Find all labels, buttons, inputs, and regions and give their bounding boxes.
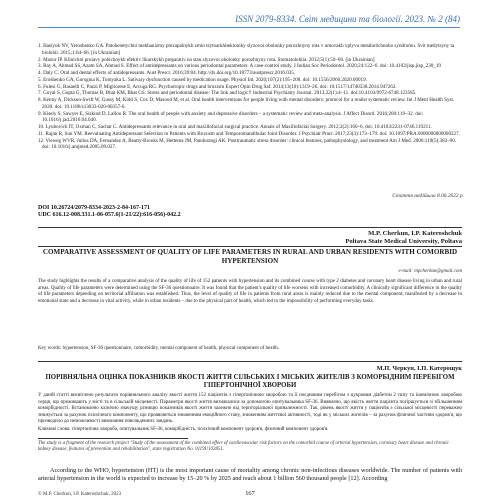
abstract-en: The study highlights the results of a comparative analysis of the quality of life of 152 patients with hypertension and its combined course with type 2 diabetes and coronary heart disease living in urban and rural areas. Quality of life parameters were determined using the SF-36 questionnaire. It was found that the patient's quality of life worsens with increased comorbidity. A clinically significant difference in the quality of life parameters depending on territorial affiliation was established. Thus, the level of quality of life in patients from rural areas is mainly reduced due to the mental component, manifested by a decrease in emotional state and a decrease in vital activity, while in urban residents – due to the physical part of health, which led to the impossibility of performing everyday tasks. bbox=[38, 279, 462, 304]
copyright-notice: © M.P. Cherkun, I.P. Kateroshchuk, 2023 bbox=[38, 492, 122, 497]
reference-item: 7. Goyal S, Gupta G, Thomas B, Bhat KM, Bhat GS. Stress and periodontal disease: The link and logic!! Industrial Psychiatry Journal. 2013;22(1):4–11. doi:10.4103/0972-6748.123585. bbox=[38, 90, 417, 97]
reference-item: 4. Daly C. Oral and dental effects of antidepressants. Aust Prescr. 2016;39:84. http://dx.doi.org/10.18773/austprescr.2016.035. bbox=[38, 70, 296, 76]
udc-line: UDC 616.12-008.331.1-06-057.6(1-21/22):616-056)-042.2 bbox=[38, 212, 181, 219]
doi-line: DOI 10.26724/2079-8334-2023-2-84-167-171 bbox=[38, 205, 150, 211]
reference-item: 10. Lyubovich IT, Oxman C, Sachar C. Antidepressants relevance in oral and maxillofacial surgical practice. Annals of Maxillofacial Surgery. 2012;2(2):160–6. doi: 10.4103/2231-0746.119211. bbox=[38, 124, 432, 130]
research-footnote: The study is a fragment of the research project "Study of the assessment of the combined effect of cardiovascular risk factors on the comorbid course of arterial hypertension, coronary heart disease and chronic kidney disease, features of prevention and rehabilitation", state registration No. 0119U102851. bbox=[38, 441, 449, 453]
reference-item: 5. Eroshenko GA, Gorsgina K, Tomyaka L. Salivary dysfunction caused by medication usage. Physiol Int. 2020;107(2):195–208. doi: 10.1556/2060.2020.00019. bbox=[38, 76, 367, 83]
contact-email: e-mail: mpcherkun@gmail.com bbox=[398, 269, 462, 274]
keywords-en: Key words: hypertension, SF-36 questionnaire, comorbidity, mental component of health, physical component of health. bbox=[38, 346, 280, 351]
footnote-rule bbox=[38, 438, 188, 439]
reference-item: 9. Kisely S, Sawyer E, Siskind D, Lalloo R. The oral health of people with anxiety and depressive disorders – a systematic review and meta-analysis. J Affect Disord. 2016;200:119–32. doi: 10.1016/j.jad.2016.04.040. bbox=[38, 110, 424, 124]
received-date: Стаття надійшла 8.06.2022 р. bbox=[392, 193, 464, 199]
reference-item: 3. Bay A, Ahmad SS, Azam SA, Ahmad S. Effect of antidepressants on various periodontal parameters: A case-control study. J Indian Soc Periodontol. 2020;24:122–6. doi: 10.4103/jisp.jisp_230_19 bbox=[38, 63, 441, 70]
authors-en: M.P. Cherkun, I.P. Kateroshchuk bbox=[368, 230, 462, 237]
reference-item: 11. Rajan R, Sun YM. Reevaluating Antidepressant Selection in Patients with Bruxism and Temporomandibular Joint Disorder. J Psychiatr Pract. 2017;23(3):173–179. doi: 10.1097/PRA.0000000000000227. bbox=[38, 130, 460, 137]
running-header bbox=[20, 10, 480, 34]
section-rule-title bbox=[38, 246, 462, 247]
article-title-ua: ПОРІВНЯЛЬНА ОЦІНКА ПОКАЗНИКІВ ЯКОСТІ ЖИТТЯ СІЛЬСЬКИХ І МІСЬКИХ ЖИТЕЛІВ З КОМОРБІДНИМ ПЕРЕБІГОМ ГІПЕРТОНІЧНОЇ ХВОРОБИ bbox=[45, 374, 455, 390]
authors-ua: М.П. Черкун, І.П. Катерощук bbox=[376, 365, 462, 372]
reference-item: 6. Fulesi G, Rasaelli C, Pazzi P, Migliorese E, Arcuga RG. Psychotropic drugs and bruxism Expert Opin Drug Saf. 2014;13(10):1319–26. doi: 10.1517/14740338.2014.947262. bbox=[38, 83, 397, 90]
reference-item: 1. Hasiyuk NV, Yeroshenko GA. Patohenetychni mekhanizmy prezapalnykh zmin tsytoarkhitektoniky slyzovoi obolonky porozhnyny rota v umovakh vplyvu metabolichnoho syndromu. Svit medytsyny ta biolohii. 2015;1:64–66. [in Ukrainian] bbox=[38, 43, 455, 56]
reference-item: 2. Mazur IP. Klinichni proiavy pobichnykh efektiv likarskykh preparativ na stan slyzovoi obolonky porozhnyny rota. Stomatolohiia. 2012;5(1):50–60. [in Ukrainian] bbox=[38, 56, 375, 63]
header-rule bbox=[38, 27, 460, 28]
reference-item: 8. Kenny A, Dickson-Swift W, Gussy M, Kidd S, Cox D, Masood M, et al. Oral health interventions for people living with mental disorders: protocol for a realist systematic review. Int J Ment Health Syst. 2020. doi: 10.1186/s13033-020-00357-6. bbox=[38, 97, 455, 110]
article-title-en: COMPARATIVE ASSESSMENT OF QUALITY OF LIFE PARAMETERS IN RURAL AND URBAN RESIDENTS WITH COMORBID HYPERTENSION bbox=[42, 248, 458, 265]
intro-paragraph: According to the WHO, hypertension (HT) is the most important cause of mortality among chronic non-infectious diseases worldwide. The number of patients with arterial hypertension in the world is expected to increase by 15–20 % by 2025 and reach about 1 billion 560 thousand people [12]. According bbox=[38, 467, 462, 482]
affiliation-en: Poltava State Medical University, Poltava bbox=[345, 238, 462, 245]
doi-block bbox=[38, 205, 181, 220]
keywords-ua: Ключові слова: гіпертонічна хвороба, опитувальник SF-36, коморбідність, психічний компонент здоров'я, фізичний компонент здоров'я. bbox=[38, 427, 329, 432]
journal-issn-header: ISSN 2079-8334. Світ медицини та біології. 2023. № 2 (84) bbox=[235, 14, 460, 24]
section-rule-ua bbox=[38, 361, 462, 362]
reference-list bbox=[38, 43, 464, 151]
reference-item: 12. Vieweg WVR, Julius DA, Fernandez A, Beatty-Brooks M, Hettema JM, Pandurangi AK. Posttraumatic stress disorder: clinical features, pathophysiology, and treatment Am J Med. 2006;119(5):383–90. doi: 10.1016/j.amjmed.2005.09.027. bbox=[38, 137, 457, 151]
page-number: 167 bbox=[245, 490, 255, 497]
authors-block-en bbox=[345, 230, 462, 246]
section-rule-top bbox=[38, 227, 462, 228]
abstract-ua: У даній статті висвітлено результати порівняльного аналізу якості життя 152 пацієнтів з гіпертонічною хворобою та її поєднаним перебігом з цукровим діабетом 2 типу та ішемічною хворобою серця, що проживають у місті та в сільській місцевості. Параметри якості життя визначалися за допомогою опитувальника SF-36. Виявлено, що якість життя пацієнта погіршується зі збільшенням коморбідності. Встановлено клінічно значущу різницю показників якості життя залежно від територіальної приналежності. Так, рівень якості життя у пацієнтів з сільської місцевості переважно знижується за рахунок психічного компоненту, що проявляється зниженням емоційного стану, зниженням життєвої активності, тоді як у міських жителів – за рахунок фізичної частини здоров'я, що призводило до неможливості виконання повсякденних завдань. bbox=[38, 393, 462, 425]
